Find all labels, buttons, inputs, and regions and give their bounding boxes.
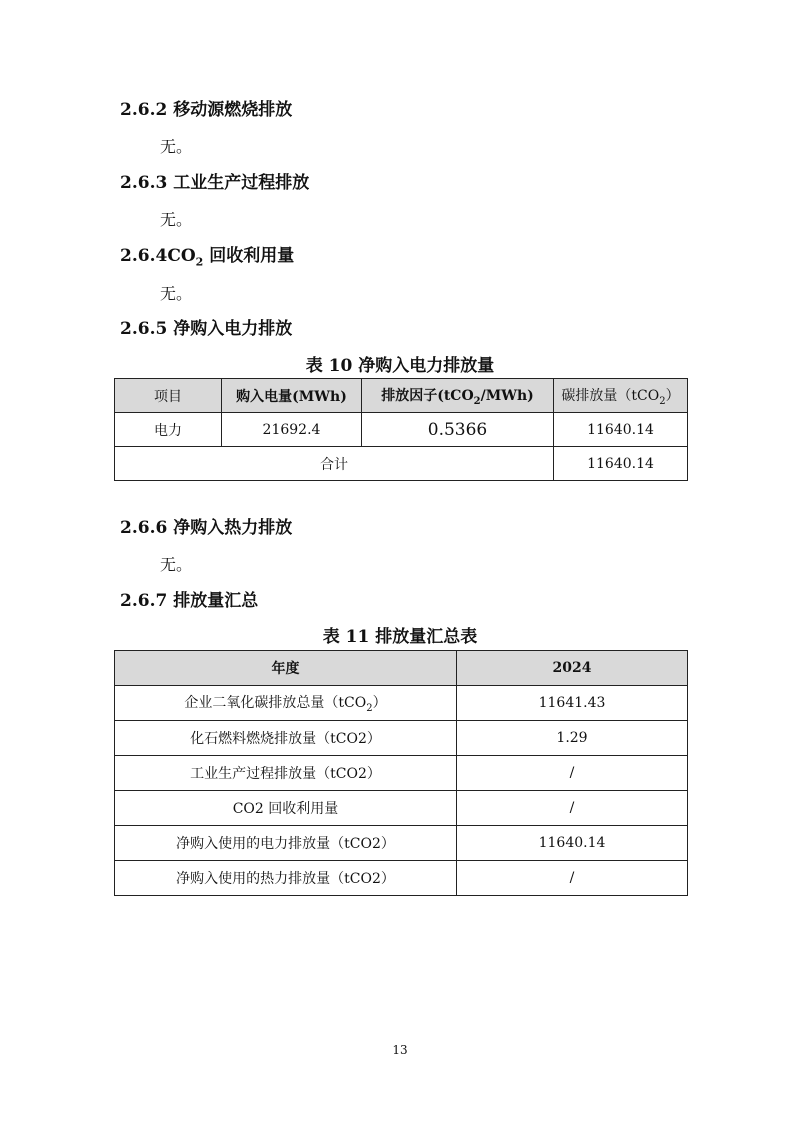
table-11-caption: 表 11 排放量汇总表 [322, 627, 478, 647]
table-10-total-row [115, 447, 688, 481]
table-10-header-factor [362, 379, 554, 413]
section-2-6-6-body: 无。 [160, 555, 193, 574]
total-label-post: ） [372, 695, 387, 712]
heading-2-6-6: 2.6.6 净购入热力排放 [120, 518, 293, 538]
table-11-value-cell: 11641.43 [457, 686, 688, 721]
factor-header-pre: 排放因子(tCO [381, 387, 474, 404]
table-10-header-row [115, 379, 688, 413]
table-row [115, 861, 688, 896]
table-row [115, 756, 688, 791]
table-11-value-cell: 1.29 [457, 721, 688, 756]
heading-2-6-4-prefix: 2.6.4CO [120, 246, 196, 266]
table-10-total-label: 合计 [115, 447, 554, 481]
table-10-emission-cell: 11640.14 [554, 413, 688, 447]
table-10-purchased-cell: 21692.4 [222, 413, 362, 447]
table-11-value-cell: / [457, 756, 688, 791]
emission-header-sub: 2 [659, 395, 666, 407]
section-2-6-4-body: 无。 [160, 284, 193, 303]
table-11-label-cell: 净购入使用的电力排放量（tCO2） [115, 826, 457, 861]
page-number: 13 [392, 1043, 408, 1057]
section-2-6-3-body: 无。 [160, 210, 193, 229]
emission-header-post: ） [665, 387, 680, 404]
table-10-caption: 表 10 净购入电力排放量 [305, 356, 495, 376]
emission-header-pre: 碳排放量（tCO [561, 387, 660, 404]
heading-2-6-3: 2.6.3 工业生产过程排放 [120, 173, 310, 193]
table-11-value-cell: / [457, 791, 688, 826]
section-2-6-2-body: 无。 [160, 137, 193, 156]
table-11-label-cell: 工业生产过程排放量（tCO2） [115, 756, 457, 791]
table-row [115, 686, 688, 721]
table-row [115, 791, 688, 826]
table-11 [114, 650, 688, 896]
table-11-label-cell [115, 686, 457, 721]
table-row [115, 413, 688, 447]
heading-2-6-4-subscript: 2 [195, 255, 204, 269]
factor-header-sub: 2 [473, 395, 481, 407]
table-11-label-cell: 化石燃料燃烧排放量（tCO2） [115, 721, 457, 756]
table-10 [114, 378, 688, 481]
table-10-header-item: 项目 [115, 379, 222, 413]
table-row [115, 721, 688, 756]
factor-header-post: /MWh) [480, 387, 534, 404]
table-11-label-cell: CO2 回收利用量 [115, 791, 457, 826]
table-10-item-cell: 电力 [115, 413, 222, 447]
total-label-sub: 2 [366, 702, 373, 714]
table-11-header-2024: 2024 [457, 651, 688, 686]
table-10-factor-cell: 0.5366 [362, 413, 554, 447]
table-11-header-year: 年度 [115, 651, 457, 686]
table-11-header-row [115, 651, 688, 686]
heading-2-6-7: 2.6.7 排放量汇总 [120, 591, 259, 611]
table-10-header-purchased: 购入电量(MWh) [222, 379, 362, 413]
table-11-value-cell: 11640.14 [457, 826, 688, 861]
heading-2-6-5: 2.6.5 净购入电力排放 [120, 319, 293, 339]
table-11-value-cell: / [457, 861, 688, 896]
table-10-total-value: 11640.14 [554, 447, 688, 481]
heading-2-6-4-suffix: 回收利用量 [203, 246, 295, 266]
table-row [115, 826, 688, 861]
table-11-label-cell: 净购入使用的热力排放量（tCO2） [115, 861, 457, 896]
heading-2-6-4 [120, 244, 294, 274]
total-label-pre: 企业二氧化碳排放总量（tCO [184, 695, 367, 712]
heading-2-6-2: 2.6.2 移动源燃烧排放 [120, 100, 293, 120]
table-10-header-emission [554, 379, 688, 413]
